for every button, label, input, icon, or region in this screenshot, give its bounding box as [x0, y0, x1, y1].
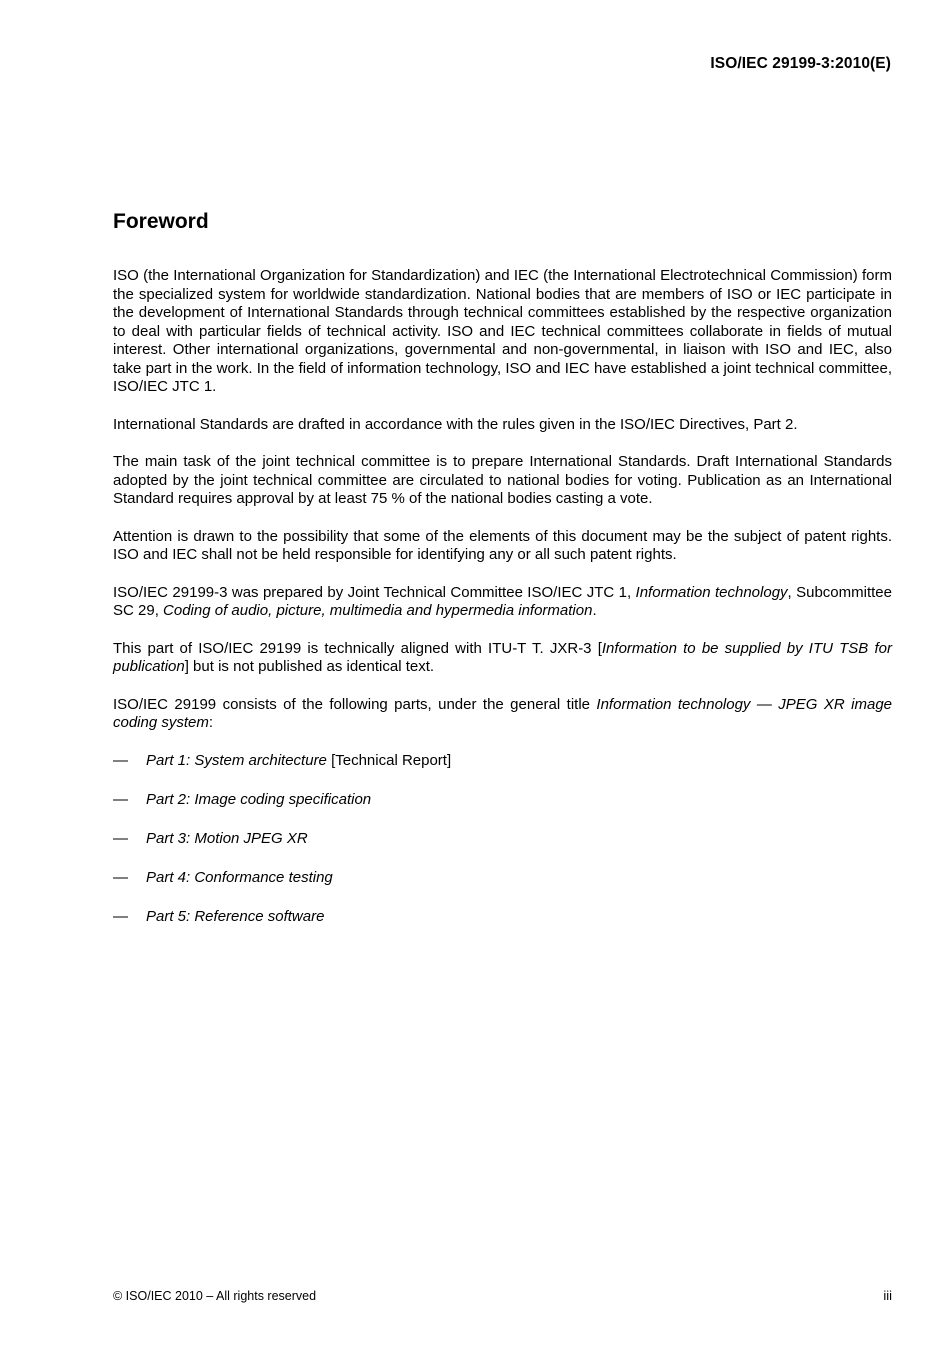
text-segment: :: [208, 714, 214, 731]
dash-bullet: —: [113, 907, 128, 925]
italic-segment: Coding of audio, picture, multimedia and hypermedia information: [163, 602, 593, 619]
dash-bullet: —: [113, 751, 128, 769]
part-note: [Technical Report]: [326, 751, 452, 769]
paragraph-patent-rights: Attention is drawn to the possibility that some of the elements of this document may be the subject of patent rights. ISO and IEC shall not be held responsible for identifying any or all such patent rights.: [113, 527, 892, 563]
paragraph-parts-intro: [113, 696, 892, 733]
dash-bullet: —: [113, 790, 128, 808]
part-title: Part 5: Reference software: [146, 907, 325, 925]
text-segment: , Subcommittee SC 29,: [113, 583, 892, 619]
list-item: [113, 791, 892, 810]
paragraph-itu-alignment: [113, 640, 892, 677]
paragraph-prepared-by: [113, 584, 892, 621]
page-number: iii: [883, 1288, 892, 1303]
part-title: Part 3: Motion JPEG XR: [146, 829, 308, 847]
parts-list: [113, 752, 892, 927]
list-item: [113, 752, 892, 771]
page-title: Foreword: [113, 210, 209, 233]
text-segment: .: [592, 602, 597, 619]
text-segment: This part of ISO/IEC 29199 is technically aligned with ITU-T T. JXR-3 [: [113, 639, 602, 657]
copyright-notice: © ISO/IEC 2010 – All rights reserved: [113, 1289, 317, 1303]
document-reference: ISO/IEC 29199-3:2010(E): [710, 55, 891, 72]
paragraph-iso-iec-intro: ISO (the International Organization for Standardization) and IEC (the International Electrotechnical Commission) form the specialized system for worldwide standardization. National bodies that are members of ISO or IEC participate in the development of International Standards through technical committees established by the respective organization to deal with particular fields of technical activity. ISO and IEC technical committees collaborate in fields of mutual interest. Other international organizations, governmental and non-governmental, in liaison with ISO and IEC, also take part in the work. In the field of information technology, ISO and IEC have established a joint technical committee, ISO/IEC JTC 1.: [113, 267, 892, 395]
foreword-section: [113, 208, 892, 947]
dash-bullet: —: [113, 829, 128, 847]
part-title: Part 1: System architecture: [146, 751, 327, 769]
page-footer: [113, 1288, 892, 1303]
list-item: [113, 869, 892, 888]
text-segment: ] but is not published as identical text.: [184, 658, 435, 675]
text-segment: ISO/IEC 29199 consists of the following parts, under the general title: [113, 695, 597, 713]
paragraph-directives: International Standards are drafted in accordance with the rules given in the ISO/IEC Directives, Part 2.: [113, 415, 798, 433]
list-item: [113, 908, 892, 927]
paragraph-main-task: The main task of the joint technical committee is to prepare International Standards. Draft International Standards adopted by the joint technical committee are circulated to national bodies for voting. Publication as an International Standard requires approval by at least 75 % of the national bodies casting a vote.: [113, 453, 892, 507]
italic-segment: Information to be supplied by ITU TSB for publication: [113, 639, 892, 675]
text-segment: ISO/IEC 29199-3 was prepared by Joint Technical Committee ISO/IEC JTC 1,: [113, 583, 636, 601]
list-item: [113, 830, 892, 849]
dash-bullet: —: [113, 868, 128, 886]
italic-segment: Information technology — JPEG XR image coding system: [113, 695, 893, 731]
part-title: Part 4: Conformance testing: [146, 868, 333, 886]
part-title: Part 2: Image coding specification: [146, 790, 372, 808]
italic-segment: Information technology: [635, 583, 788, 601]
